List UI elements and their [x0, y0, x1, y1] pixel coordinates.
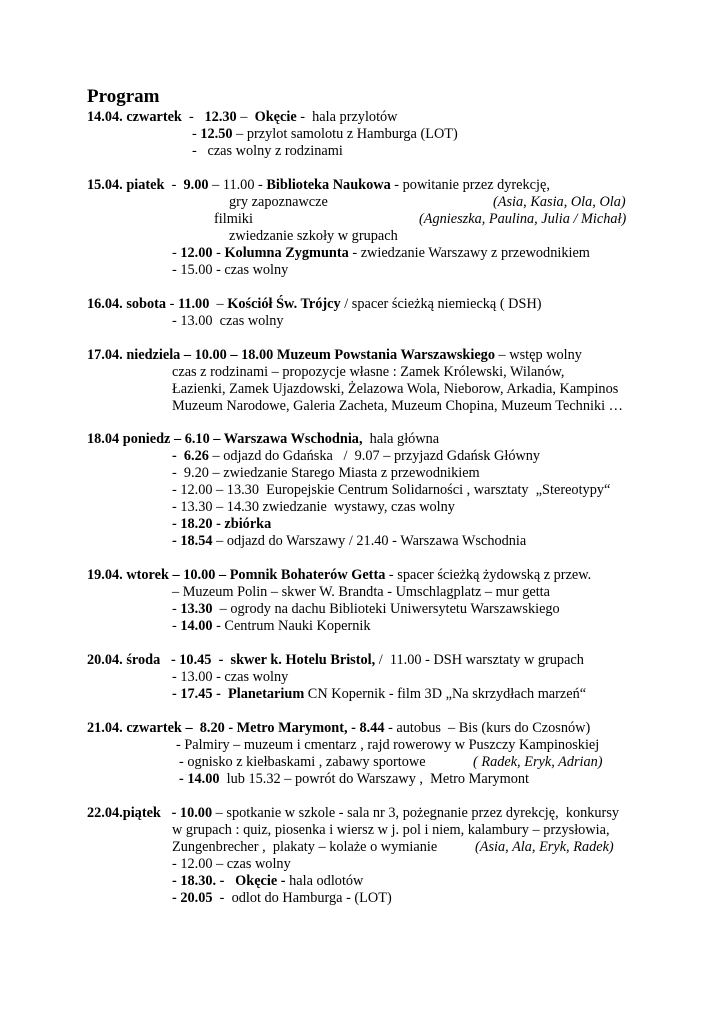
day5-line3: - 9.20 – zwiedzanie Starego Miasta z przewodnikiem [172, 465, 480, 481]
day2-line3: filmiki [214, 211, 253, 227]
day9-line6: - 20.05 - odlot do Hamburga - (LOT) [172, 890, 392, 906]
day5-line6: - 18.20 - zbiórka [172, 516, 272, 532]
day9-line3-names: (Asia, Ala, Eryk, Radek) [475, 839, 614, 855]
day9-line4: - 12.00 – czas wolny [172, 856, 291, 872]
day9-line2: w grupach : quiz, piosenka i wiersz w j. pol i niem, kalambury – przysłowia, [172, 822, 610, 838]
day5-line5: - 13.30 – 14.30 zwiedzanie wystawy, czas wolny [172, 499, 455, 515]
day8-line4: - 14.00 lub 15.32 – powrót do Warszawy , Metro Marymont [179, 771, 530, 787]
day2-line2-names: (Asia, Kasia, Ola, Ola) [493, 194, 626, 210]
day8-line2: - Palmiry – muzeum i cmentarz , rajd rowerowy w Puszczy Kampinoskiej [176, 737, 600, 753]
day4-line3: Łazienki, Zamek Ujazdowski, Żelazowa Wola, Nieborow, Arkadia, Kampinos [172, 381, 619, 397]
day2-line4: zwiedzanie szkoły w grupach [229, 228, 398, 244]
day3-line2: - 13.00 czas wolny [172, 313, 284, 329]
day9-line5: - 18.30. - Okęcie - hala odlotów [172, 873, 364, 889]
day1-line1: 14.04. czwartek - 12.30 – Okęcie - hala przylotów [87, 109, 398, 125]
day4-line4: Muzeum Narodowe, Galeria Zacheta, Muzeum Chopina, Muzeum Techniki … [172, 398, 623, 414]
day6-line3: - 13.30 – ogrody na dachu Biblioteki Uniwersytetu Warszawskiego [172, 601, 560, 617]
day6-line4: - 14.00 - Centrum Nauki Kopernik [172, 618, 371, 634]
day2-line3-names: (Agnieszka, Paulina, Julia / Michał) [419, 211, 627, 227]
day6-line2: – Muzeum Polin – skwer W. Brandta - Umschlagplatz – mur getta [172, 584, 551, 600]
day2-line1: 15.04. piatek - 9.00 – 11.00 - Biblioteka Naukowa - powitanie przez dyrekcję, [87, 177, 550, 193]
day5-line7: - 18.54 – odjazd do Warszawy / 21.40 - Warszawa Wschodnia [172, 533, 527, 549]
day8-line3-names: ( Radek, Eryk, Adrian) [473, 754, 603, 770]
day1-line2: - 12.50 – przylot samolotu z Hamburga (LOT) [192, 126, 458, 142]
day2-line5: - 12.00 - Kolumna Zygmunta - zwiedzanie Warszawy z przewodnikiem [172, 245, 590, 261]
day8-line1: 21.04. czwartek – 8.20 - Metro Marymont, - 8.44 - autobus – Bis (kurs do Czosnów) [87, 720, 591, 736]
day5-line4: - 12.00 – 13.30 Europejskie Centrum Solidarności , warsztaty „Stereotypy“ [172, 482, 611, 498]
day7-line1: 20.04. środa - 10.45 - skwer k. Hotelu Bristol, / 11.00 - DSH warsztaty w grupach [87, 652, 584, 668]
day6-line1: 19.04. wtorek – 10.00 – Pomnik Bohaterów Getta - spacer ścieżką żydowską z przew. [87, 567, 592, 583]
day4-line2: czas z rodzinami – propozycje własne : Zamek Królewski, Wilanów, [172, 364, 565, 380]
day3-line1: 16.04. sobota - 11.00 – Kościół Św. Trójcy / spacer ścieżką niemiecką ( DSH) [87, 296, 542, 312]
day5-line1: 18.04 poniedz – 6.10 – Warszawa Wschodnia, hala główna [87, 431, 440, 447]
day8-line3: - ognisko z kiełbaskami , zabawy sportowe [179, 754, 426, 770]
day9-line1: 22.04.piątek - 10.00 – spotkanie w szkole - sala nr 3, pożegnanie przez dyrekcję, konkursy [87, 805, 620, 821]
page-title: Program [87, 86, 160, 107]
day1-line3: - czas wolny z rodzinami [192, 143, 343, 159]
day7-line2: - 13.00 - czas wolny [172, 669, 289, 685]
day9-line3: Zungenbrecher , plakaty – kolaże o wymianie [172, 839, 438, 855]
day7-line3: - 17.45 - Planetarium CN Kopernik - film 3D „Na skrzydłach marzeń“ [172, 686, 587, 702]
day5-line2: - 6.26 – odjazd do Gdańska / 9.07 – przyjazd Gdańsk Główny [172, 448, 541, 464]
day2-line2: gry zapoznawcze [229, 194, 328, 210]
day2-line6: - 15.00 - czas wolny [172, 262, 289, 278]
day4-line1: 17.04. niedziela – 10.00 – 18.00 Muzeum Powstania Warszawskiego – wstęp wolny [87, 347, 582, 363]
